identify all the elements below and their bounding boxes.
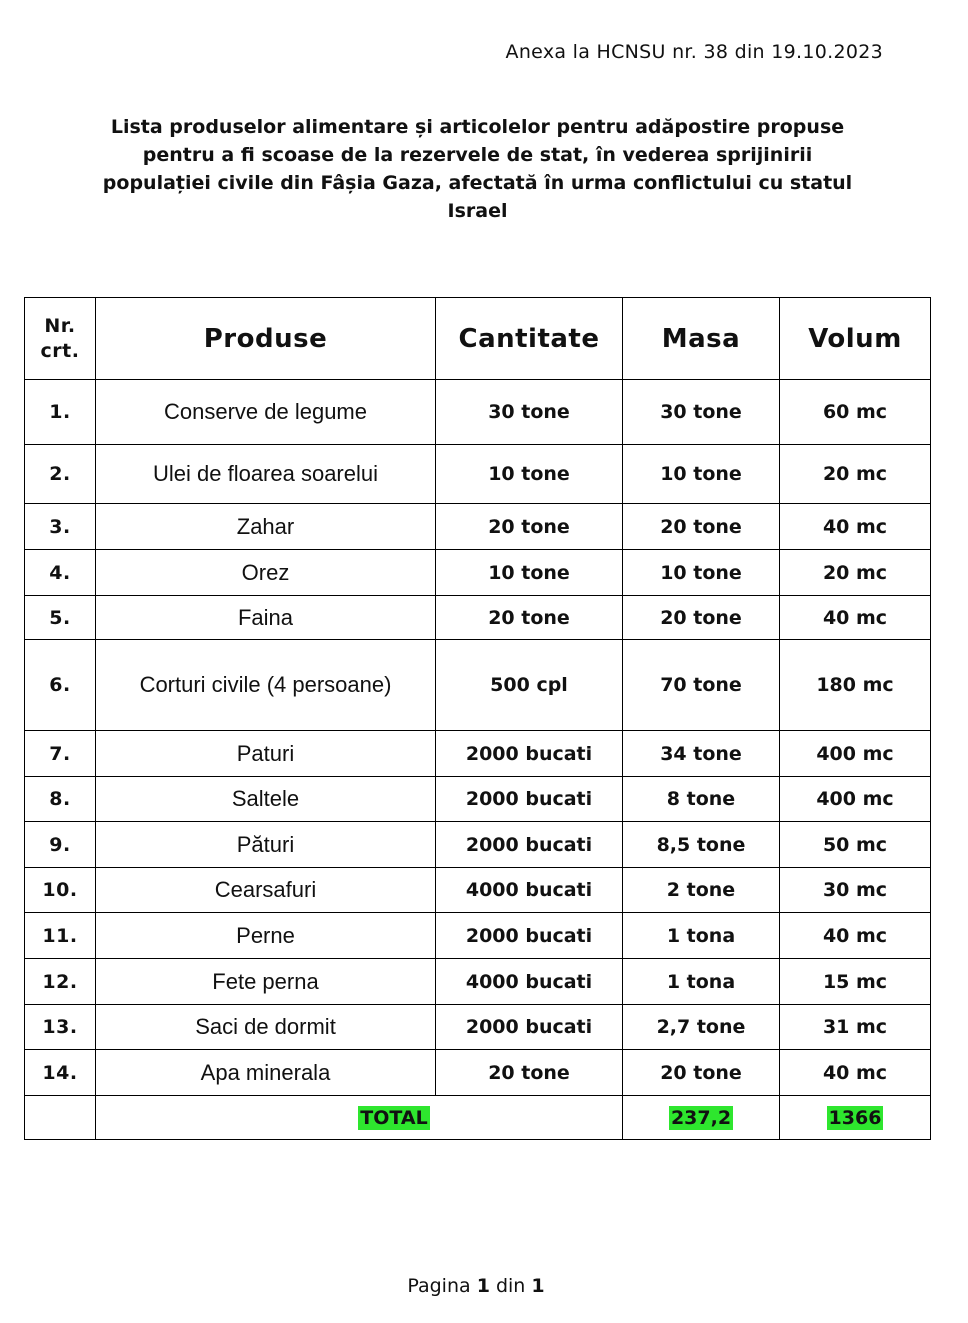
cell-nr: 8. [25, 777, 96, 822]
table-row [25, 380, 931, 445]
cell-product: Conserve de legume [96, 380, 436, 445]
cell-nr: 14. [25, 1050, 96, 1096]
cell-mass: 34 tone [623, 731, 780, 777]
page-footer [0, 1275, 952, 1297]
cell-volume: 40 mc [780, 596, 931, 640]
cell-mass: 2,7 tone [623, 1005, 780, 1050]
total-volume: 1366 [828, 1106, 882, 1129]
cell-quantity: 20 tone [436, 596, 623, 640]
cell-product: Zahar [96, 504, 436, 550]
cell-mass: 10 tone [623, 550, 780, 596]
total-label-cell [96, 1096, 623, 1140]
table-row [25, 959, 931, 1005]
cell-quantity: 4000 bucati [436, 868, 623, 913]
cell-product: Saltele [96, 777, 436, 822]
cell-quantity: 500 cpl [436, 640, 623, 731]
table-row [25, 777, 931, 822]
cell-mass: 1 tona [623, 959, 780, 1005]
cell-nr: 5. [25, 596, 96, 640]
table-row [25, 868, 931, 913]
table-row [25, 445, 931, 504]
total-volume-cell [780, 1096, 931, 1140]
header-nr-line2: crt. [40, 339, 80, 362]
header-nr [25, 298, 96, 380]
table-header-row [25, 298, 931, 380]
footer-of: din [495, 1275, 526, 1297]
footer-prefix: Pagina [407, 1275, 471, 1297]
total-empty-cell [25, 1096, 96, 1140]
header-volume: Volum [780, 298, 931, 380]
cell-product: Pături [96, 822, 436, 868]
cell-quantity: 2000 bucati [436, 822, 623, 868]
cell-volume: 20 mc [780, 445, 931, 504]
cell-mass: 8,5 tone [623, 822, 780, 868]
cell-nr: 6. [25, 640, 96, 731]
cell-volume: 40 mc [780, 913, 931, 959]
cell-product: Paturi [96, 731, 436, 777]
cell-volume: 400 mc [780, 777, 931, 822]
footer-page-total: 1 [531, 1275, 545, 1297]
products-table [24, 297, 931, 1140]
cell-mass: 8 tone [623, 777, 780, 822]
cell-nr: 10. [25, 868, 96, 913]
cell-product: Saci de dormit [96, 1005, 436, 1050]
cell-product: Fete perna [96, 959, 436, 1005]
title-line: Lista produselor alimentare și articolelor pentru adăpostire propuse [110, 116, 845, 138]
cell-nr: 4. [25, 550, 96, 596]
cell-volume: 15 mc [780, 959, 931, 1005]
cell-quantity: 4000 bucati [436, 959, 623, 1005]
footer-page-number: 1 [476, 1275, 490, 1297]
cell-nr: 13. [25, 1005, 96, 1050]
table-row [25, 1050, 931, 1096]
cell-volume: 40 mc [780, 504, 931, 550]
header-product: Produse [96, 298, 436, 380]
cell-quantity: 10 tone [436, 550, 623, 596]
cell-mass: 20 tone [623, 504, 780, 550]
cell-mass: 20 tone [623, 596, 780, 640]
cell-quantity: 2000 bucati [436, 731, 623, 777]
cell-volume: 40 mc [780, 1050, 931, 1096]
cell-product: Orez [96, 550, 436, 596]
cell-product: Faina [96, 596, 436, 640]
total-mass-cell [623, 1096, 780, 1140]
table-row [25, 913, 931, 959]
cell-mass: 70 tone [623, 640, 780, 731]
cell-volume: 60 mc [780, 380, 931, 445]
cell-nr: 7. [25, 731, 96, 777]
header-nr-line1: Nr. [44, 314, 76, 337]
cell-nr: 12. [25, 959, 96, 1005]
header-mass: Masa [623, 298, 780, 380]
cell-mass: 20 tone [623, 1050, 780, 1096]
cell-mass: 2 tone [623, 868, 780, 913]
cell-product: Perne [96, 913, 436, 959]
cell-volume: 20 mc [780, 550, 931, 596]
table-row [25, 596, 931, 640]
table-row [25, 822, 931, 868]
table-row [25, 550, 931, 596]
cell-quantity: 2000 bucati [436, 1005, 623, 1050]
total-row [25, 1096, 931, 1140]
cell-nr: 2. [25, 445, 96, 504]
cell-volume: 31 mc [780, 1005, 931, 1050]
header-quantity: Cantitate [436, 298, 623, 380]
title-line: Israel [447, 200, 508, 222]
cell-quantity: 20 tone [436, 504, 623, 550]
cell-volume: 180 mc [780, 640, 931, 731]
cell-quantity: 20 tone [436, 1050, 623, 1096]
document-title [60, 113, 895, 225]
cell-product: Corturi civile (4 persoane) [96, 640, 436, 731]
table-row [25, 1005, 931, 1050]
annex-reference: Anexa la HCNSU nr. 38 din 19.10.2023 [505, 41, 883, 63]
cell-mass: 10 tone [623, 445, 780, 504]
cell-product: Apa minerala [96, 1050, 436, 1096]
total-mass: 237,2 [670, 1106, 732, 1129]
cell-product: Ulei de floarea soarelui [96, 445, 436, 504]
cell-nr: 1. [25, 380, 96, 445]
title-line: populației civile din Fâșia Gaza, afectată în urma conflictului cu statul [102, 172, 853, 194]
cell-nr: 3. [25, 504, 96, 550]
cell-quantity: 2000 bucati [436, 777, 623, 822]
cell-nr: 9. [25, 822, 96, 868]
cell-volume: 30 mc [780, 868, 931, 913]
cell-quantity: 30 tone [436, 380, 623, 445]
cell-product: Cearsafuri [96, 868, 436, 913]
cell-mass: 1 tona [623, 913, 780, 959]
total-label: TOTAL [360, 1106, 428, 1129]
cell-volume: 50 mc [780, 822, 931, 868]
cell-quantity: 10 tone [436, 445, 623, 504]
table-row [25, 731, 931, 777]
cell-volume: 400 mc [780, 731, 931, 777]
cell-mass: 30 tone [623, 380, 780, 445]
table-row [25, 504, 931, 550]
table-row [25, 640, 931, 731]
title-line: pentru a fi scoase de la rezervele de stat, în vederea sprijinirii [142, 144, 813, 166]
cell-nr: 11. [25, 913, 96, 959]
cell-quantity: 2000 bucati [436, 913, 623, 959]
